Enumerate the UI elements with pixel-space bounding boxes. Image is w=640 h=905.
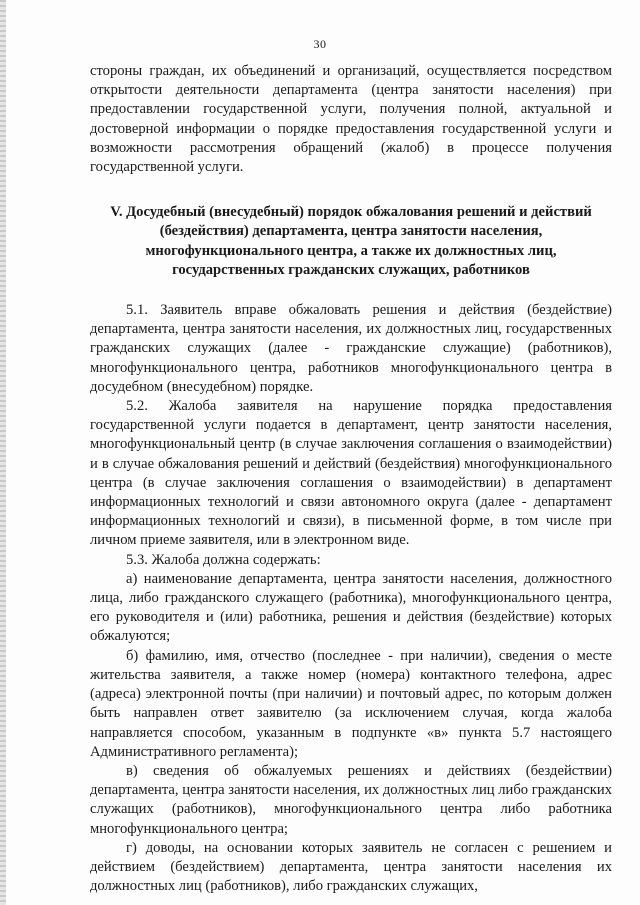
list-item-v: в) сведения об обжалуемых решениях и действиях (бездействии) департамента, центра занятости населения, их должностных лиц либо гражданских служащих (работников), многофункционального центра либо работника многофункционального центра; — [90, 762, 612, 837]
list-item-g: г) доводы, на основании которых заявитель не согласен с решением и действием (бездействием) департамента, центра занятости населения их должностных лиц (работников), либо гражданских служащих, — [90, 839, 612, 895]
section-heading: V. Досудебный (внесудебный) порядок обжалования решений и действий (бездействия) департамента, центра занятости населения, многофункционального центра, а также их должностных лиц, государственных гражданских служащих, работников — [110, 204, 592, 278]
document-body — [90, 62, 612, 896]
page-number: 30 — [313, 37, 327, 51]
list-item-a: а) наименование департамента, центра занятости населения, должностного лица, либо гражданского служащего (работника), многофункционального центра, его руководителя и (или) работника, решения и действия (бездействие) которых обжалуются; — [90, 570, 612, 645]
paragraph-5-1: 5.1. Заявитель вправе обжаловать решения и действия (бездействие) департамента, центра занятости населения, их должностных лиц, государственных гражданских служащих (далее - гражданские служащие) (работников), многофункционального центра, работников многофункционального центра в досудебном (внесудебном) порядке. — [90, 302, 612, 395]
scan-edge — [0, 0, 6, 905]
intro-paragraph: стороны граждан, их объединений и организаций, осуществляется посредством открытости деятельности департамента (центра занятости населения) при предоставлении государственной услуги, получения полной, актуальной и достоверной информации о порядке предоставления государственной услуги и возможности рассмотрения обращений (жалоб) в процессе получения государственной услуги. — [90, 63, 612, 176]
paragraph-5-2: 5.2. Жалоба заявителя на нарушение порядка предоставления государственной услуги подается в департамент, центр занятости населения, многофункциональный центр (в случае заключения соглашения о взаимодействии) и в случае обжалования решений и действий (бездействия) многофункционального центра (в случае заключения соглашения о взаимодействии) в департамент информационных технологий и связи автономного округа (далее - департамент информационных технологий и связи), в письменной форме, в том числе при личном приеме заявителя, или в электронном виде. — [90, 398, 612, 549]
list-item-b: б) фамилию, имя, отчество (последнее - при наличии), сведения о месте жительства заявителя, а также номер (номера) контактного телефона, адрес (адреса) электронной почты (при наличии) и почтовый адрес, по которым должен быть направлен ответ заявителю (за исключением случая, когда жалоба направляется способом, указанным в подпункте «в» пункта 5.7 настоящего Административного регламента); — [90, 647, 612, 760]
paragraph-5-3: 5.3. Жалоба должна содержать: — [126, 551, 321, 568]
